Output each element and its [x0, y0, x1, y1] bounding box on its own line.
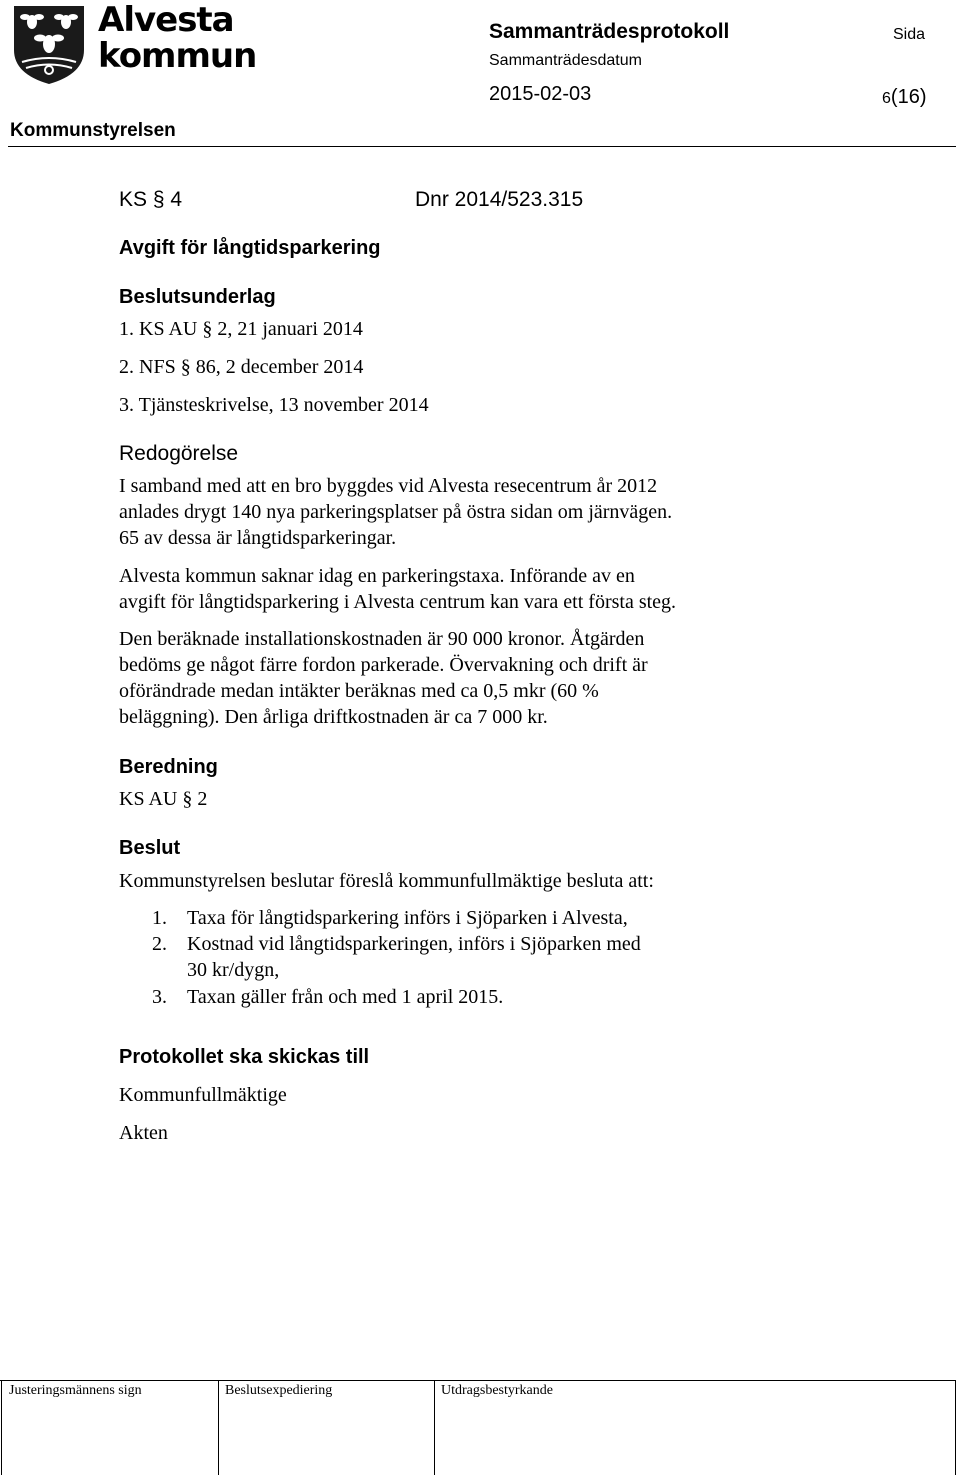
- redogorelse-line: bedöms ge något färre fordon parkerade. Övervakning och drift är: [119, 654, 648, 676]
- footer-border: [218, 1380, 219, 1475]
- beslut-item-text: Kostnad vid långtidsparkeringen, införs i Sjöparken med: [187, 933, 641, 955]
- case-dnr: Dnr 2014/523.315: [415, 188, 584, 211]
- beredning-heading: Beredning: [119, 756, 218, 778]
- redogorelse-line: I samband med att en bro byggdes vid Alvesta resecentrum år 2012: [119, 475, 658, 497]
- beslut-intro: Kommunstyrelsen beslutar föreslå kommunfullmäktige besluta att:: [119, 870, 654, 892]
- footer-label-justering: Justeringsmännens sign: [9, 1383, 142, 1398]
- beslut-item-number: 2.: [152, 933, 167, 955]
- page-number: [882, 86, 926, 109]
- beslut-item-number: 1.: [152, 907, 167, 929]
- beslutsunderlag-item: 3. Tjänsteskrivelse, 13 november 2014: [119, 394, 429, 416]
- beslutsunderlag-item: 2. NFS § 86, 2 december 2014: [119, 356, 364, 378]
- redogorelse-line: avgift för långtidsparkering i Alvesta centrum kan vara ett första steg.: [119, 591, 677, 613]
- redogorelse-line: Den beräknade installationskostnaden är 90 000 kronor. Åtgärden: [119, 628, 645, 650]
- beslut-item-number: 3.: [152, 986, 167, 1008]
- header-divider: [8, 146, 956, 147]
- distribution-recipient: Akten: [119, 1122, 168, 1144]
- signature-footer: [0, 1380, 958, 1475]
- beslut-item-text: 30 kr/dygn,: [187, 959, 280, 981]
- footer-label-beslutsexpediering: Beslutsexpediering: [225, 1383, 333, 1398]
- footer-border: [434, 1380, 435, 1475]
- meeting-date: 2015-02-03: [489, 83, 592, 105]
- footer-border: [1, 1380, 2, 1475]
- beslutsunderlag-heading: Beslutsunderlag: [119, 286, 276, 308]
- redogorelse-line: beläggning). Den årliga driftkostnaden är ca 7 000 kr.: [119, 706, 548, 728]
- case-title: Avgift för långtidsparkering: [119, 237, 381, 259]
- case-number: KS § 4: [119, 188, 183, 211]
- redogorelse-line: 65 av dessa är långtidsparkeringar.: [119, 527, 397, 549]
- distribution-recipient: Kommunfullmäktige: [119, 1084, 287, 1106]
- municipality-logo: [12, 0, 257, 86]
- page-current: 6: [882, 90, 891, 107]
- footer-divider: [0, 1380, 956, 1381]
- redogorelse-heading: Redogörelse: [119, 442, 239, 465]
- governing-body: Kommunstyrelsen: [10, 120, 176, 141]
- redogorelse-line: anlades drygt 140 nya parkeringsplatser på östra sidan om järnvägen.: [119, 501, 673, 523]
- beslut-item-text: Taxa för långtidsparkering införs i Sjöparken i Alvesta,: [187, 907, 628, 929]
- beslut-heading: Beslut: [119, 837, 181, 859]
- distribution-heading: Protokollet ska skickas till: [119, 1046, 370, 1068]
- page-label: Sida: [893, 26, 926, 43]
- beslut-item-text: Taxan gäller från och med 1 april 2015.: [187, 986, 504, 1008]
- meeting-date-label: Sammanträdesdatum: [489, 52, 642, 69]
- redogorelse-line: oförändrade medan intäkter beräknas med ca 0,5 mkr (60 %: [119, 680, 599, 702]
- logo-text-kommun: kommun: [98, 36, 257, 76]
- page-total: (16): [890, 86, 927, 108]
- footer-border: [955, 1380, 956, 1475]
- footer-label-utdragsbestyrkande: Utdragsbestyrkande: [441, 1383, 553, 1398]
- redogorelse-line: Alvesta kommun saknar idag en parkeringstaxa. Införande av en: [119, 565, 635, 587]
- logo-text-alvesta: Alvesta: [98, 0, 234, 40]
- beredning-text: KS AU § 2: [119, 788, 208, 810]
- beslutsunderlag-item: 1. KS AU § 2, 21 januari 2014: [119, 318, 363, 340]
- protocol-title: Sammanträdesprotokoll: [489, 20, 730, 43]
